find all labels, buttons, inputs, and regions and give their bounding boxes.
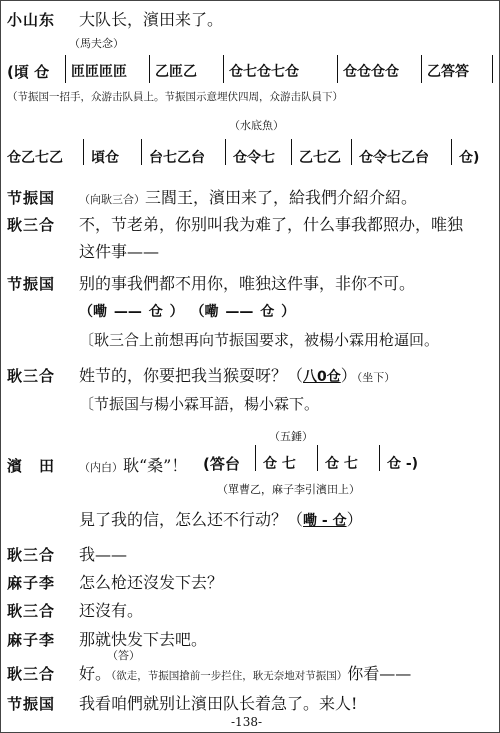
speaker-label: 耿三合: [7, 665, 56, 683]
bar-line: [255, 445, 256, 471]
bar-line: [421, 55, 422, 83]
bar-line: [141, 139, 142, 165]
perc-cell: 仓令七乙台: [359, 150, 429, 166]
bar-line: [317, 445, 318, 471]
dialogue-text: 那就快发下去吧。: [79, 630, 208, 649]
perc-cell: 仓 七: [325, 456, 358, 472]
bar-line: [65, 55, 66, 83]
bar-line: [83, 139, 84, 165]
tune-label: （馬夫念）: [69, 37, 124, 50]
speaker-label: 麻子李: [7, 574, 56, 592]
dialogue-text: 还沒有。: [79, 601, 144, 620]
dialogue-text: 耿“桑”！: [123, 456, 188, 475]
bar-line: [451, 139, 452, 165]
dialogue-text: ）: [340, 366, 357, 385]
bar-line: [149, 55, 150, 83]
perc-cell: 匝匝匝匝: [71, 64, 127, 80]
dialogue-text: 大队长，濱田来了。: [79, 10, 224, 29]
speaker-label: 节振国: [7, 695, 56, 713]
dialogue-text: 我看咱們就别让濱田队长着急了。来人!: [79, 694, 358, 713]
speaker-label: 耿三合: [7, 367, 56, 385]
perc-cell: (答台: [203, 455, 240, 473]
bar-line: [225, 139, 226, 165]
perc-cell: 仓): [459, 150, 480, 166]
bar-line: [291, 139, 292, 165]
dialogue-text: 怎么枪还沒发下去？: [79, 573, 224, 592]
perc-cell: 頃仓: [91, 150, 119, 166]
bar-line: [492, 55, 493, 83]
dialogue-line: [79, 507, 363, 530]
perc-cell: 仓 七: [263, 456, 296, 472]
percussion-inline: 嘞 - 仓: [303, 513, 347, 529]
dialogue-text: 这件事——: [79, 242, 160, 261]
stage-direction: （單曹乙，麻子李引濱田上）: [217, 483, 360, 496]
dialogue-line: [79, 453, 187, 476]
speaker-label: 耿三合: [7, 546, 56, 564]
dialogue-text: 我——: [79, 545, 128, 564]
tune-label: （水底魚）: [229, 119, 284, 132]
dialogue-text: 别的事我們都不用你，唯独这件事，非你不可。: [79, 274, 416, 293]
dialogue-line: [79, 363, 395, 386]
dialogue-text: 好。: [79, 664, 112, 683]
perc-cell: 乙答答: [427, 64, 469, 80]
speaker-label: 耿三合: [7, 602, 56, 620]
dialogue-text: 姓节的，你要把我当猴耍呀？（: [79, 366, 304, 385]
percussion-line: （嘞 —— 仓 ） （嘞 —— 仓 ）: [79, 304, 296, 320]
stage-direction: 〔节振国与楊小霖耳語，楊小霖下。: [79, 395, 320, 413]
speaker-label: 麻子李: [7, 631, 56, 649]
speaker-label: 小山东: [7, 11, 56, 29]
dialogue-line: [79, 185, 417, 208]
dialogue-text: 見了我的信，怎么还不行动？（: [79, 510, 304, 529]
perc-cell: 仓七仓七仓: [229, 64, 299, 80]
percussion-inline: 八0仓: [303, 369, 341, 385]
perc-cell: 仓令七: [233, 150, 275, 166]
stage-direction: （内白）: [79, 461, 123, 474]
bar-line: [223, 55, 224, 83]
speaker-label: 节振国: [7, 275, 56, 293]
perc-cell: (頃 仓: [7, 63, 50, 81]
dialogue-text: 不，节老弟，你别叫我为难了，什么事我都照办，唯独: [79, 215, 464, 234]
perc-cell: 仓乙七乙: [7, 150, 63, 166]
perc-cell: 乙匝乙: [155, 64, 197, 80]
stage-direction: （坐下）: [356, 371, 396, 384]
bar-line: [337, 55, 338, 83]
dialogue-text: 三閻王，濱田来了，給我們介紹介紹。: [145, 188, 418, 207]
tune-label: （五錘）: [269, 430, 313, 443]
dialogue-text: ）: [346, 510, 363, 529]
stage-direction: （答）: [107, 649, 140, 662]
speaker-label: 耿三合: [7, 216, 56, 234]
stage-direction: （节振国一招手，众游击队員上。节振国示意埋伏四周，众游击队員下）: [7, 91, 343, 103]
bar-line: [351, 139, 352, 165]
stage-direction: （向耿三合）: [79, 193, 145, 206]
bar-line: [379, 445, 380, 471]
dialogue-text: 你看——: [347, 664, 412, 683]
stage-direction: （欲走，节振国搶前一步拦住，耿无奈地对节振国）: [111, 670, 348, 682]
page-number: -138-: [231, 715, 263, 729]
stage-direction: 〔耿三合上前想再向节振国要求，被楊小霖用枪逼回。: [79, 331, 440, 349]
perc-cell: 乙七乙: [299, 150, 341, 166]
speaker-label: 濱 田: [7, 457, 56, 475]
speaker-label: 节振国: [7, 189, 56, 207]
perc-cell: 仓仓仓仓: [343, 64, 399, 80]
perc-cell: 仓 -): [387, 456, 419, 472]
perc-cell: 台七乙台: [149, 150, 205, 166]
dialogue-line: [79, 661, 411, 684]
